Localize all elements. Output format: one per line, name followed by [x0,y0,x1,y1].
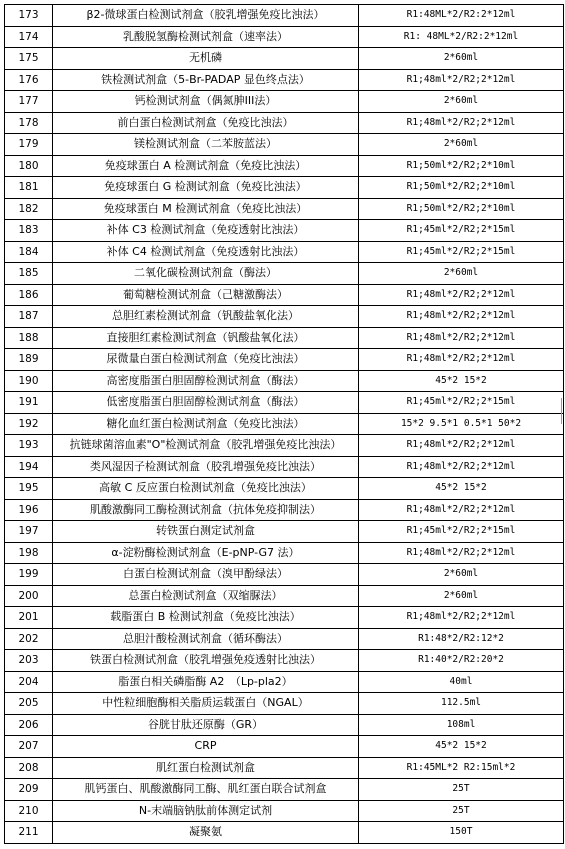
reagent-name: 总胆汁酸检测试剂盒（循环酶法） [53,628,359,650]
row-number: 193 [5,435,53,457]
table-row [5,241,564,263]
table-row [5,779,564,801]
table-row [5,736,564,758]
reagent-name: 铁蛋白检测试剂盒（胶乳增强免疫透射比浊法） [53,650,359,672]
reagent-name: 转铁蛋白测定试剂盒 [53,521,359,543]
reagent-name: β2-微球蛋白检测试剂盒（胶乳增强免疫比浊法） [53,5,359,27]
row-number: 187 [5,306,53,328]
reagent-spec: R1;48ml*2/R2;2*12ml [359,435,564,457]
reagent-spec: 2*60ml [359,134,564,156]
row-number: 199 [5,564,53,586]
table-row [5,800,564,822]
reagent-spec: R1;48ml*2/R2;2*12ml [359,327,564,349]
reagent-name: 类风湿因子检测试剂盒（胶乳增强免疫比浊法） [53,456,359,478]
table-row [5,284,564,306]
table-row [5,370,564,392]
reagent-spec: R1;48ml*2/R2;2*12ml [359,456,564,478]
reagent-spec: R1;45ml*2/R2;2*15ml [359,521,564,543]
reagent-name: 肌钙蛋白、肌酸激酶同工酶、肌红蛋白联合试剂盒 [53,779,359,801]
reagent-spec: R1:48*2/R2:12*2 [359,628,564,650]
row-number: 174 [5,26,53,48]
row-number: 208 [5,757,53,779]
reagent-spec: R1: 48ML*2/R2:2*12ml [359,26,564,48]
table-row [5,693,564,715]
reagent-spec: R1;48ml*2/R2;2*12ml [359,306,564,328]
reagent-name: 补体 C4 检测试剂盒（免疫透射比浊法） [53,241,359,263]
reagent-name: 脂蛋白相关磷脂酶 A2 （Lp-pla2） [53,671,359,693]
reagent-spec: R1;48ml*2/R2;2*12ml [359,542,564,564]
reagent-name: 尿微量白蛋白检测试剂盒（免疫比浊法） [53,349,359,371]
table-row [5,628,564,650]
table-row [5,671,564,693]
row-number: 202 [5,628,53,650]
reagent-spec: 112.5ml [359,693,564,715]
reagent-name: CRP [53,736,359,758]
row-number: 181 [5,177,53,199]
row-number: 194 [5,456,53,478]
reagent-name: 抗链球菌溶血素"O"检测试剂盒（胶乳增强免疫比浊法） [53,435,359,457]
reagent-spec: 2*60ml [359,48,564,70]
reagent-name: 免疫球蛋白 M 检测试剂盒（免疫比浊法） [53,198,359,220]
reagent-name: 二氧化碳检测试剂盒（酶法） [53,263,359,285]
reagent-name: 钙检测试剂盒（偶氮胂III法） [53,91,359,113]
reagent-name: 无机磷 [53,48,359,70]
reagent-name: 中性粒细胞酶相关脂质运载蛋白（NGAL） [53,693,359,715]
table-row [5,564,564,586]
row-number: 184 [5,241,53,263]
reagent-name: 直接胆红素检测试剂盒（钒酸盐氧化法） [53,327,359,349]
table-row [5,327,564,349]
table-row [5,349,564,371]
row-number: 197 [5,521,53,543]
reagent-spec: 45*2 15*2 [359,736,564,758]
reagent-name: 乳酸脱氢酶检测试剂盒（速率法） [53,26,359,48]
row-number: 190 [5,370,53,392]
table-row [5,5,564,27]
reagent-spec: 2*60ml [359,91,564,113]
row-number: 188 [5,327,53,349]
row-number: 191 [5,392,53,414]
table-row [5,585,564,607]
table-row [5,757,564,779]
row-number: 210 [5,800,53,822]
table-row [5,435,564,457]
reagent-spec: 150T [359,822,564,844]
table-row [5,521,564,543]
table-row [5,155,564,177]
table-row [5,177,564,199]
reagent-spec: 108ml [359,714,564,736]
reagent-name: 总胆红素检测试剂盒（钒酸盐氧化法） [53,306,359,328]
row-number: 186 [5,284,53,306]
table-row [5,91,564,113]
reagent-name: N-末端脑钠肽前体测定试剂 [53,800,359,822]
row-number: 205 [5,693,53,715]
table-row [5,456,564,478]
row-number: 200 [5,585,53,607]
row-number: 177 [5,91,53,113]
reagent-spec: R1:40*2/R2:20*2 [359,650,564,672]
row-number: 209 [5,779,53,801]
edge-mark [561,398,562,424]
reagent-spec: R1;48ml*2/R2;2*12ml [359,69,564,91]
reagent-spec: R1;45ml*2/R2;2*15ml [359,392,564,414]
table-row [5,112,564,134]
reagent-name: 前白蛋白检测试剂盒（免疫比浊法） [53,112,359,134]
table-row [5,542,564,564]
table-row [5,198,564,220]
row-number: 203 [5,650,53,672]
row-number: 211 [5,822,53,844]
table-row [5,26,564,48]
row-number: 206 [5,714,53,736]
row-number: 183 [5,220,53,242]
reagent-name: 载脂蛋白 B 检测试剂盒（免疫比浊法） [53,607,359,629]
reagent-name: 高密度脂蛋白胆固醇检测试剂盒（酶法） [53,370,359,392]
reagent-name: 肌红蛋白检测试剂盒 [53,757,359,779]
reagent-spec: 45*2 15*2 [359,370,564,392]
reagent-name: 补体 C3 检测试剂盒（免疫透射比浊法） [53,220,359,242]
reagent-name: 镁检测试剂盒（二苯胺蓝法） [53,134,359,156]
reagent-name: 凝聚氨 [53,822,359,844]
row-number: 207 [5,736,53,758]
row-number: 175 [5,48,53,70]
reagent-spec: R1;48ml*2/R2;2*12ml [359,607,564,629]
table-row [5,413,564,435]
table-row [5,306,564,328]
reagent-spec: R1;45ml*2/R2;2*15ml [359,241,564,263]
table-row [5,478,564,500]
row-number: 192 [5,413,53,435]
table-row [5,822,564,844]
row-number: 185 [5,263,53,285]
row-number: 204 [5,671,53,693]
table-row [5,607,564,629]
reagent-spec: 25T [359,800,564,822]
table-row [5,69,564,91]
row-number: 176 [5,69,53,91]
row-number: 182 [5,198,53,220]
reagent-name: 谷胱甘肽还原酶（GR） [53,714,359,736]
reagent-spec: 2*60ml [359,263,564,285]
table-row [5,134,564,156]
row-number: 178 [5,112,53,134]
reagent-spec: R1:48ML*2/R2:2*12ml [359,5,564,27]
row-number: 189 [5,349,53,371]
reagent-spec: R1;48ml*2/R2;2*12ml [359,499,564,521]
table-row [5,220,564,242]
table-row [5,499,564,521]
reagent-name: 免疫球蛋白 G 检测试剂盒（免疫比浊法） [53,177,359,199]
table-row [5,392,564,414]
reagent-spec: 40ml [359,671,564,693]
reagent-spec: 15*2 9.5*1 0.5*1 50*2 [359,413,564,435]
reagent-spec: R1;48ml*2/R2;2*12ml [359,284,564,306]
reagent-name: 肌酸激酶同工酶检测试剂盒（抗体免疫抑制法） [53,499,359,521]
reagent-spec: R1;48ml*2/R2;2*12ml [359,349,564,371]
reagent-name: 葡萄糖检测试剂盒（己糖激酶法） [53,284,359,306]
table-row [5,650,564,672]
reagent-spec: 25T [359,779,564,801]
row-number: 201 [5,607,53,629]
reagent-spec: R1:45ML*2 R2:15ml*2 [359,757,564,779]
reagent-name: 高敏 C 反应蛋白检测试剂盒（免疫比浊法） [53,478,359,500]
row-number: 196 [5,499,53,521]
row-number: 173 [5,5,53,27]
reagent-name: 低密度脂蛋白胆固醇检测试剂盒（酶法） [53,392,359,414]
reagent-spec: 45*2 15*2 [359,478,564,500]
table-row [5,714,564,736]
reagent-name: 免疫球蛋白 A 检测试剂盒（免疫比浊法） [53,155,359,177]
row-number: 198 [5,542,53,564]
reagent-spec: 2*60ml [359,564,564,586]
reagent-name: α-淀粉酶检测试剂盒（E-pNP-G7 法） [53,542,359,564]
reagent-spec: R1;45ml*2/R2;2*15ml [359,220,564,242]
table-row [5,263,564,285]
reagent-spec: R1;50ml*2/R2;2*10ml [359,198,564,220]
reagent-spec: R1;50ml*2/R2;2*10ml [359,177,564,199]
reagent-table [4,4,564,844]
reagent-name: 总蛋白检测试剂盒（双缩脲法） [53,585,359,607]
reagent-name: 铁检测试剂盒（5-Br-PADAP 显色终点法） [53,69,359,91]
reagent-spec: R1;50ml*2/R2;2*10ml [359,155,564,177]
row-number: 180 [5,155,53,177]
reagent-spec: 2*60ml [359,585,564,607]
reagent-spec: R1;48ml*2/R2;2*12ml [359,112,564,134]
reagent-name: 白蛋白检测试剂盒（溴甲酚绿法） [53,564,359,586]
reagent-name: 糖化血红蛋白检测试剂盒（免疫比浊法） [53,413,359,435]
table-row [5,48,564,70]
row-number: 179 [5,134,53,156]
row-number: 195 [5,478,53,500]
table-body [5,5,564,844]
